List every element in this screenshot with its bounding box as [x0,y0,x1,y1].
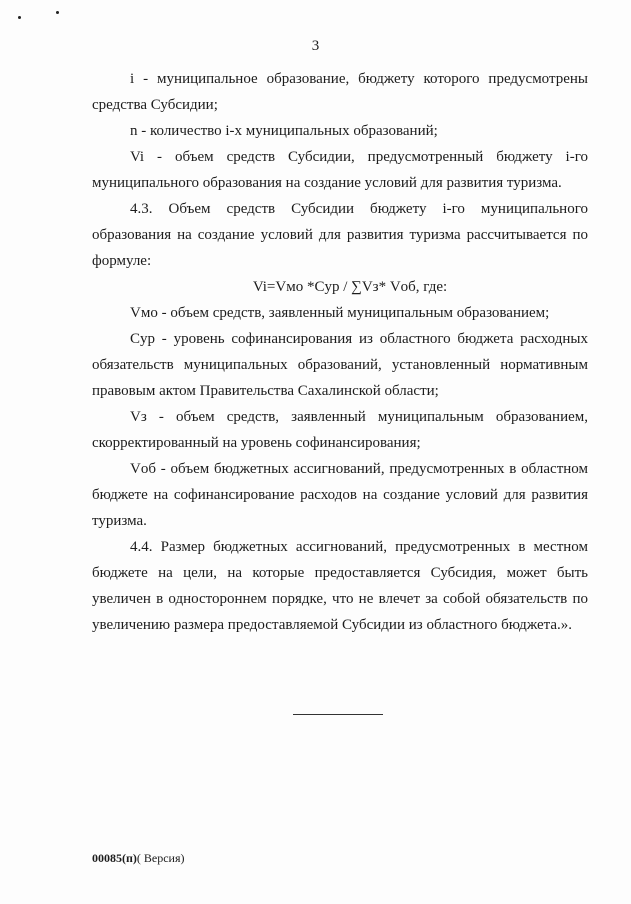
paragraph-definition-vob: Vоб - объем бюджетных ассигнований, предусмотренных в областном бюджете на софинансирование расходов на создание условий для развития туризма. [92,461,588,529]
document-version: ( Версия) [136,851,185,865]
document-code: 00085(п) [92,851,137,865]
paragraph-definition-n: n - количество i-х муниципальных образований; [130,123,438,139]
paragraph-definition-vmo: Vмо - объем средств, заявленный муниципальным образованием; [130,305,550,321]
document-footer [92,851,185,866]
paragraph-section-4-4: 4.4. Размер бюджетных ассигнований, предусмотренных в местном бюджете на цели, на которые предоставляется Субсидия, может быть увеличен в одностороннем порядке, что не влечет за собой обязательств по увеличению размера предоставляемой Субсидии из областного бюджета.». [92,539,588,633]
paragraph-section-4-3: 4.3. Объем средств Субсидии бюджету i-го муниципального образования на создание условий для развития туризма рассчитывается по формуле: [92,201,588,269]
paragraph-definition-vi: Vi - объем средств Субсидии, предусмотренный бюджету i-го муниципального образования на создание условий для развития туризма. [92,149,588,191]
paragraph-definition-cur: Cур - уровень софинансирования из областного бюджета расходных обязательств муниципальных образований, установленный нормативным правовым актом Правительства Сахалинской области; [92,331,588,399]
formula: Vi=Vмо *Cур / ∑Vз* Vоб, где: [252,279,448,295]
scan-speck [56,11,59,14]
end-divider-line [293,714,383,715]
document-body [92,66,588,638]
scan-speck [18,16,21,19]
paragraph-definition-i: i - муниципальное образование, бюджету которого предусмотрены средства Субсидии; [92,71,588,113]
paragraph-definition-vz: Vз - объем средств, заявленный муниципальным образованием, скорректированный на уровень софинансирования; [92,409,588,451]
page-number: 3 [311,38,320,54]
